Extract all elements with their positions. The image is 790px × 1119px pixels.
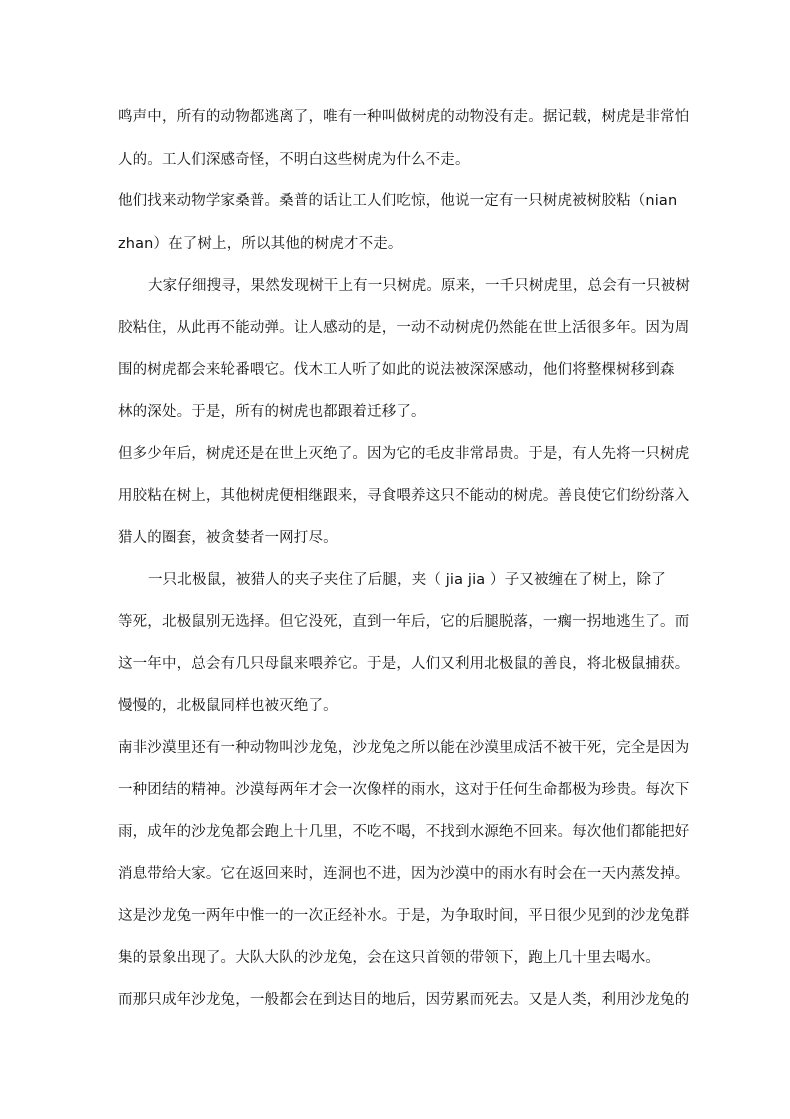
text-line: zhan）在了树上，所以其他的树虎才不走。	[118, 236, 403, 252]
text-line: 一只北极鼠，被猎人的夹子夹住了后腿，夹（ jia jia ）子又被缠在了树上，除了	[148, 572, 666, 588]
text-line: 猎人的圈套，被贪婪者一网打尽。	[118, 530, 338, 546]
text-line: 人的。工人们深感奇怪，不明白这些树虎为什么不走。	[118, 152, 470, 168]
text-line: 林的深处。于是，所有的树虎也都跟着迁移了。	[118, 404, 426, 420]
text-line: 但多少年后，树虎还是在世上灭绝了。因为它的毛皮非常昂贵。于是，有人先将一只树虎	[118, 446, 690, 462]
text-line: 集的景象出现了。大队大队的沙龙兔，会在这只首领的带领下，跑上几十里去喝水。	[118, 950, 661, 966]
text-line: 这是沙龙兔一两年中惟一的一次正经补水。于是，为争取时间，平日很少见到的沙龙兔群	[118, 908, 690, 924]
text-line: 雨，成年的沙龙兔都会跑上十几里，不吃不喝，不找到水源绝不回来。每次他们都能把好	[118, 824, 690, 840]
text-line: 而那只成年沙龙兔，一般都会在到达目的地后，因劳累而死去。又是人类，利用沙龙兔的	[118, 992, 690, 1008]
text-line: 大家仔细搜寻，果然发现树干上有一只树虎。原来，一千只树虎里，总会有一只被树	[148, 278, 691, 294]
text-line: 用胶粘在树上，其他树虎便相继跟来，寻食喂养这只不能动的树虎。善良使它们纷纷落入	[118, 488, 690, 504]
text-line: 他们找来动物学家桑普。桑普的话让工人们吃惊，他说一定有一只树虎被树胶粘（nian	[118, 193, 678, 209]
text-line: 消息带给大家。它在返回来时，连洞也不进，因为沙漠中的雨水有时会在一天内蒸发掉。	[118, 866, 690, 882]
text-line: 南非沙漠里还有一种动物叫沙龙兔，沙龙兔之所以能在沙漠里成活不被干死，完全是因为	[118, 740, 690, 756]
text-line: 胶粘住，从此再不能动弹。让人感动的是，一动不动树虎仍然能在世上活很多年。因为周	[118, 320, 690, 336]
text-line: 一种团结的精神。沙漠每两年才会一次像样的雨水，这对于任何生命都极为珍贵。每次下	[118, 782, 690, 798]
text-line: 鸣声中，所有的动物都逃离了，唯有一种叫做树虎的动物没有走。据记载，树虎是非常怕	[118, 109, 690, 125]
text-line: 等死，北极鼠别无选择。但它没死，直到一年后，它的后腿脱落，一瘸一拐地逃生了。而	[118, 614, 690, 630]
text-line: 这一年中，总会有几只母鼠来喂养它。于是，人们又利用北极鼠的善良，将北极鼠捕获。	[118, 656, 690, 672]
text-line: 慢慢的，北极鼠同样也被灭绝了。	[118, 698, 338, 714]
text-line: 围的树虎都会来轮番喂它。伐木工人听了如此的说法被深深感动，他们将整棵树移到森	[118, 362, 675, 378]
